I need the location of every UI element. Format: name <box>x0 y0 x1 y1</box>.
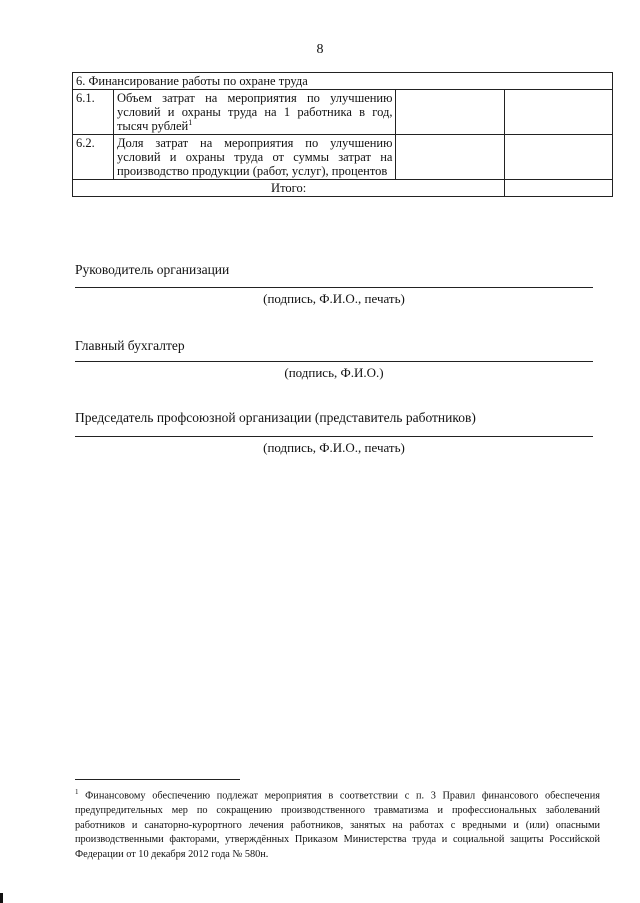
row-value-1 <box>396 135 505 180</box>
signature-line-director <box>75 287 593 288</box>
section-title: 6. Финансирование работы по охране труда <box>73 73 613 90</box>
row-description-text: Объем затрат на мероприятия по улучшению условий и охраны труда на 1 работника в год, тысяч рублей <box>116 91 393 133</box>
signature-label-accountant: Главный бухгалтер <box>75 338 185 353</box>
total-row <box>73 180 613 197</box>
row-value-1 <box>396 90 505 135</box>
signature-caption-accountant: (подпись, Ф.И.О.) <box>284 365 384 380</box>
table-row <box>73 135 613 180</box>
financing-table <box>72 72 613 197</box>
row-number: 6.1. <box>73 90 114 135</box>
row-description: Доля затрат на мероприятия по улучшению условий и охраны труда от суммы затрат на производство продукции (работ, услуг), процентов <box>113 135 396 180</box>
footnote <box>75 785 600 862</box>
footnote-text: Финансовому обеспечению подлежат мероприятия в соответствии с п. 3 Правил финансового обеспечения предупредительных мер по сокращению производственного травматизма и профессиональных заболеваний работников и санаторно-курортного лечения работников, занятых на работах с вредными и (или) опасными производственными факторами, утверждённых Приказом Министерства труда и социальной защиты Российской Федерации от 10 декабря 2012 года № 580н. <box>75 790 601 860</box>
footnote-marker: 1 <box>75 788 79 796</box>
scan-edge-mark <box>0 893 3 903</box>
footnote-separator <box>75 779 240 780</box>
signature-caption-union: (подпись, Ф.И.О., печать) <box>263 440 405 455</box>
table-row <box>73 90 613 135</box>
row-number: 6.2. <box>73 135 114 180</box>
footnote-ref: 1 <box>188 117 193 127</box>
section-header-row <box>73 73 613 90</box>
total-value <box>505 180 613 197</box>
total-label: Итого: <box>73 180 505 197</box>
signature-line-union <box>75 436 593 437</box>
signature-caption-director: (подпись, Ф.И.О., печать) <box>263 291 405 306</box>
row-description <box>113 90 396 135</box>
row-value-2 <box>505 90 613 135</box>
row-value-2 <box>505 135 613 180</box>
signature-label-union: Председатель профсоюзной организации (представитель работников) <box>75 410 476 425</box>
page-number: 8 <box>316 42 324 57</box>
signature-line-accountant <box>75 361 593 362</box>
signature-label-director: Руководитель организации <box>75 262 230 277</box>
